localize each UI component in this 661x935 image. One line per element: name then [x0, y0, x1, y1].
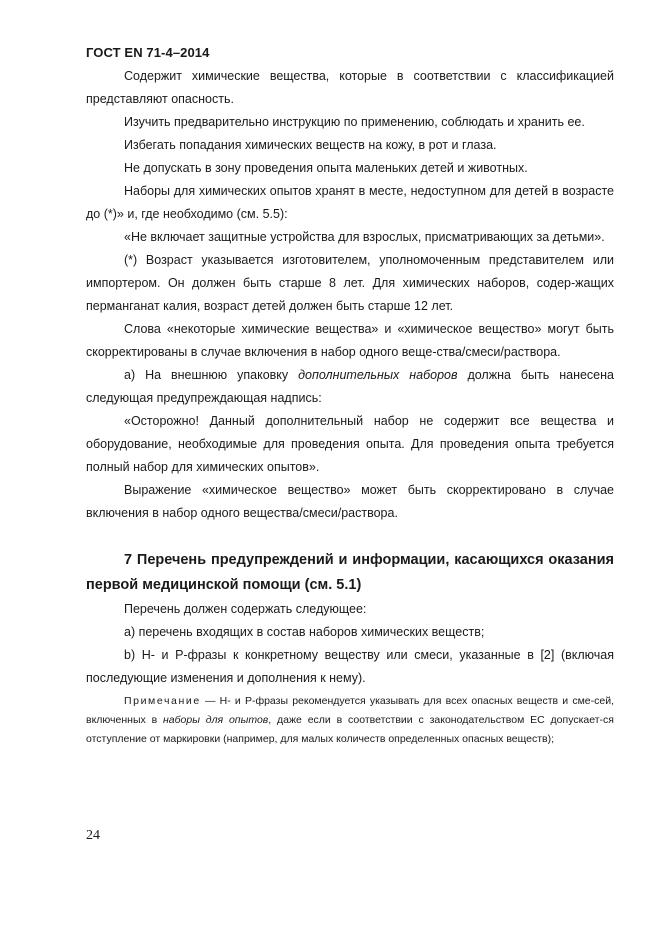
paragraph: Избегать попадания химических веществ на кожу, в рот и глаза.: [124, 138, 497, 152]
text-run: а) На внешнюю упаковку: [124, 368, 299, 382]
paragraph: «Осторожно! Данный дополнительный набор не содержит все вещества и оборудование, необходимые для проведения опыта. Для проведения опыта требуется полный набор для химических опытов».: [86, 414, 614, 474]
paragraph: Слова «некоторые химические вещества» и «химическое вещество» могут быть скорректированы в случае включения в набор одного веще-ства/смеси/раствора.: [86, 322, 614, 359]
paragraph: Содержит химические вещества, которые в соответствии с классификацией представляют опасность.: [86, 69, 614, 106]
paragraph: Перечень должен содержать следующее:: [124, 602, 367, 616]
paragraph: Не допускать в зону проведения опыта маленьких детей и животных.: [124, 161, 528, 175]
paragraph: (*) Возраст указывается изготовителем, уполномоченным представителем или импортером. Он должен быть старше 8 лет. Для химических наборов, содер-жащих перманганат калия, возраст детей должен быть старше 12 лет.: [86, 253, 614, 313]
text-run: , даже если в соответствии с законодательством ЕС допускает-ся отступление от маркировки (например, для малых количеств определенных опасных веществ);: [86, 714, 614, 745]
document-body: [86, 65, 614, 749]
emphasis-text: дополнительных наборов: [298, 368, 458, 382]
text-run: должна быть нанесена следующая предупреждающая надпись:: [86, 368, 614, 405]
note: [86, 692, 614, 749]
text-run: — Н- и Р-фразы рекомендуется указывать для всех опасных веществ и сме-сей, включенных в: [86, 695, 614, 726]
paragraph: Выражение «химическое вещество» может быть скорректировано в случае включения в набор одного вещества/смеси/раствора.: [86, 483, 614, 520]
paragraph-outer-package: [86, 364, 614, 410]
paragraph: Изучить предварительно инструкцию по применению, соблюдать и хранить ее.: [124, 115, 585, 129]
list-item: а) перечень входящих в состав наборов химических веществ;: [124, 625, 485, 639]
note-label: Примечание: [124, 695, 201, 707]
emphasis-text: наборы для опытов: [163, 714, 269, 726]
paragraph: Наборы для химических опытов хранят в месте, недоступном для детей в возрасте до (*)» и, где необходимо (см. 5.5):: [86, 184, 614, 221]
section-title: 7 Перечень предупреждений и информации, касающихся оказания первой медицинской помощи (см. 5.1): [86, 552, 614, 593]
page-number: 24: [86, 828, 100, 843]
document-header: ГОСТ EN 71-4–2014: [86, 45, 210, 60]
paragraph: «Не включает защитные устройства для взрослых, присматривающих за детьми».: [124, 230, 605, 244]
list-item: b) Н- и Р-фразы к конкретному веществу или смеси, указанные в [2] (включая последующие изменения и дополнения к нему).: [86, 648, 614, 685]
